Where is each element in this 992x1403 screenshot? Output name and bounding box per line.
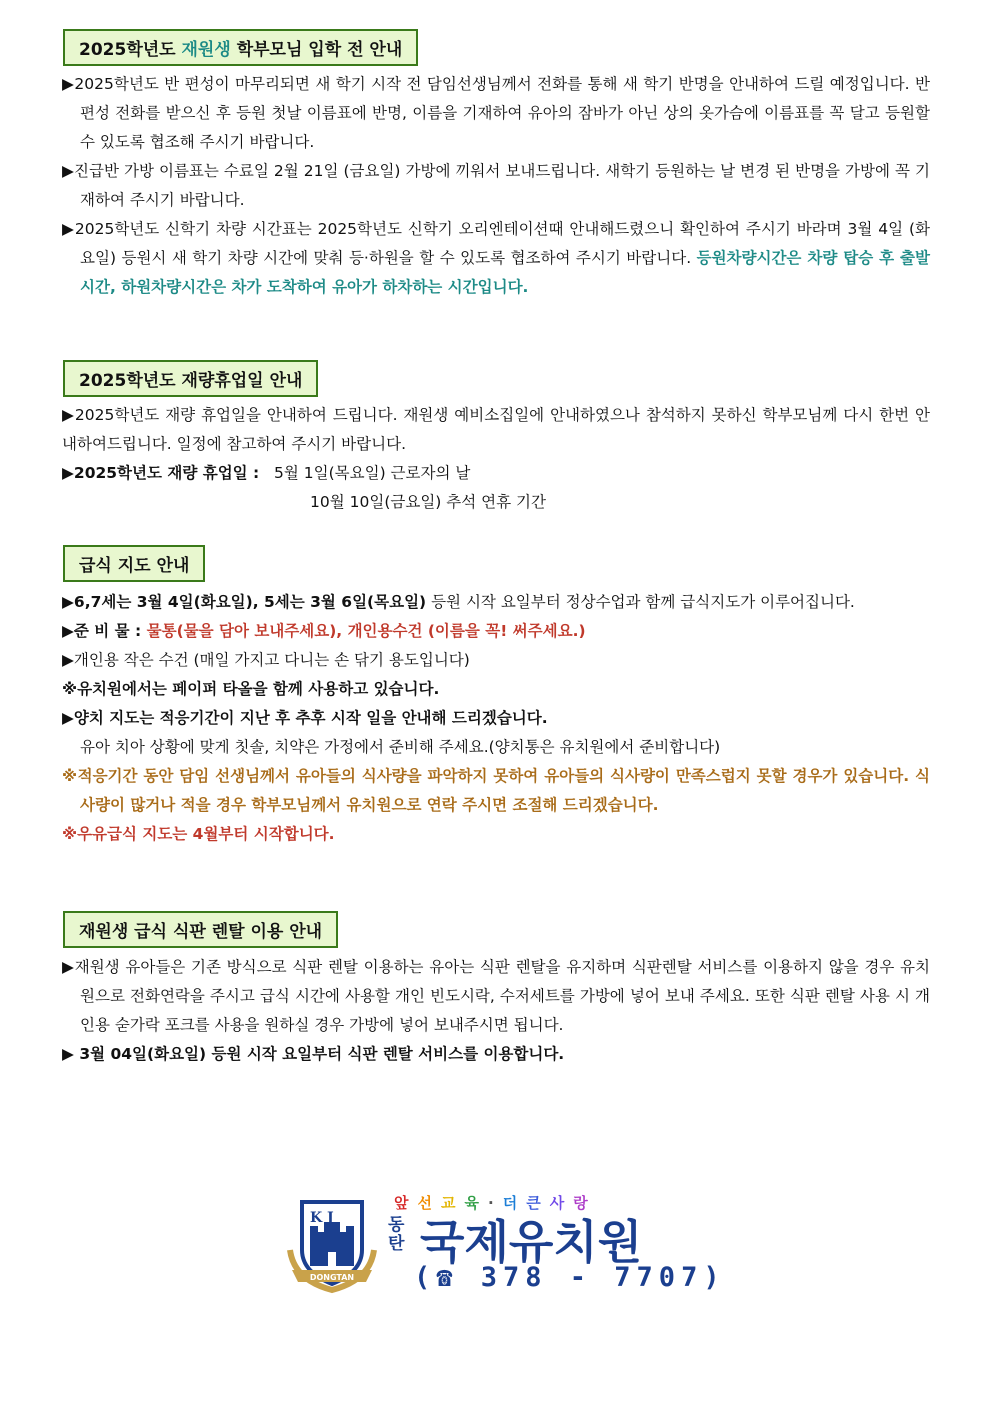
title-text: 학부모님 입학 전 안내 [230, 40, 403, 60]
paragraph-supplies [62, 617, 930, 646]
supplies-label: ▶준 비 물 : [62, 622, 147, 640]
paragraph-brushing: ▶양치 지도는 적응기간이 지난 후 추후 시작 일을 안내해 드리겠습니다. [62, 709, 548, 727]
bus-schedule-text: ▶2025학년도 신학기 차량 시간표는 2025학년도 신학기 오리엔테이션때 안내해드렸으니 확인하여 주시기 바라며 3월 4일 (화요일) 등원시 새 학기 차량 시간에 맞춰 등·하원을 할 수 있도록 협조하여 주시기 바랍니다. [62, 220, 930, 267]
slogan-char: 육 [464, 1194, 488, 1212]
emblem-icon [280, 1192, 384, 1296]
title-text: 2025학년도 재량휴업일 안내 [79, 371, 303, 391]
section-title-returning-students [63, 29, 418, 66]
slogan-char: 사 [549, 1194, 574, 1212]
section-title-tray-rental [63, 911, 338, 948]
section-title-meal-guidance [63, 545, 205, 582]
holiday-october: 10월 10일(금요일) 추석 연휴 기간 [310, 493, 546, 511]
meal-start-text: 등원 시작 요일부터 정상수업과 함께 급식지도가 이루어집니다. [426, 593, 855, 611]
section3-body [62, 588, 930, 849]
paragraph-meal-start [62, 588, 930, 617]
supplies-items: 물통(물을 담아 보내주세요), 개인용수건 (이름을 꼭! 써주세요.) [146, 622, 586, 640]
meal-start-dates: ▶6,7세는 3월 4일(화요일), 5세는 3월 6일(목요일) [62, 593, 427, 611]
bus-schedule-highlight: 등원차량시간은 차량 탑승 후 출발시간, 하원차량시간은 차가 도착하여 유아가 하차하는 시간입니다. [80, 249, 930, 296]
title-text: 급식 지도 안내 [79, 556, 190, 576]
title-highlight: 재원생 [181, 40, 231, 60]
paragraph-paper-towel-note: ※유치원에서는 페이퍼 타올을 함께 사용하고 있습니다. [62, 680, 440, 698]
paragraph-bus-schedule [62, 215, 930, 302]
emblem-kj: K J [310, 1210, 334, 1226]
section4-body [62, 953, 930, 1069]
holiday-may: 5월 1일(목요일) 근로자의 날 [274, 464, 471, 482]
section1-body [62, 70, 930, 302]
paragraph-meal-amount-note: ※적응기간 동안 담임 선생님께서 유아들의 식사량을 파악하지 못하여 유아들의 식사량이 만족스럽지 못할 경우가 있습니다. 식사량이 많거나 적을 경우 학부모님께서 유치원으로 연락 주시면 조절해 드리겠습니다. [62, 767, 930, 814]
holiday-label: ▶2025학년도 재량 휴업일 : [62, 464, 260, 482]
holiday-line-1 [62, 459, 930, 488]
paragraph-small-towel: ▶개인용 작은 수건 (매일 가지고 다니는 손 닦기 용도입니다) [62, 651, 470, 669]
slogan-char: 큰 [526, 1194, 550, 1212]
phone-number: (☎ 378 - 7707) [414, 1262, 726, 1293]
slogan-char: 더 [502, 1194, 527, 1212]
kindergarten-name: 국제유치원 [420, 1215, 643, 1269]
paragraph-class-assignment: ▶2025학년도 반 편성이 마무리되면 새 학기 시작 전 담임선생님께서 전화를 통해 새 학기 반명을 안내하여 드릴 예정입니다. 반 편성 전화를 받으신 후 등원 첫날 이름표에 반명, 이름을 기재하여 유아의 잠바가 아닌 상의 옷가슴에 이름표를 꼭 달고 등원할 수 있도록 협조해 주시기 바랍니다. [62, 75, 930, 151]
title-text: 재원생 급식 식판 렌탈 이용 안내 [79, 922, 323, 942]
paragraph-bag-nametag: ▶진급반 가방 이름표는 수료일 2월 21일 (금요일) 가방에 끼워서 보내드립니다. 새학기 등원하는 날 변경 된 반명을 가방에 꼭 기재하여 주시기 바랍니다. [62, 162, 930, 209]
slogan-char: 선 [417, 1194, 441, 1212]
paragraph-toothbrush-prep: 유아 치아 상황에 맞게 칫솔, 치약은 가정에서 준비해 주세요.(양치통은 유치원에서 준비합니다) [80, 738, 721, 756]
dongtan-label: 동탄 [388, 1215, 405, 1254]
paragraph-tray-rental: ▶재원생 유아들은 기존 방식으로 식판 렌탈 이용하는 유아는 식판 렌탈을 유지하며 식판렌탈 서비스를 이용하지 않을 경우 유치원으로 전화연락을 주시고 급식 시간에 사용할 개인 빈도시락, 수저세트를 가방에 넣어 보내 주세요. 또한 식판 렌탈 사용 시 개인용 숟가락 포크를 사용을 원하실 경우 가방에 넣어 보내주시면 됩니다. [62, 958, 930, 1034]
slogan-char: · [488, 1194, 503, 1212]
paragraph-holiday-intro: ▶2025학년도 재량 휴업일을 안내하여 드립니다. 재원생 예비소집일에 안내하였으나 참석하지 못하신 학부모님께 다시 한번 안내하여드립니다. 일정에 참고하여 주시기 바랍니다. [62, 406, 930, 453]
slogan-char: 랑 [573, 1194, 597, 1212]
section-title-discretionary-holidays [63, 360, 318, 397]
section2-body [62, 401, 930, 517]
slogan-char: 교 [441, 1194, 465, 1212]
title-text: 2025학년도 [79, 40, 182, 60]
emblem-ribbon: DONGTAN [309, 1273, 355, 1282]
kindergarten-logo [280, 1188, 726, 1298]
paragraph-milk-note: ※우유급식 지도는 4월부터 시작합니다. [62, 825, 335, 843]
slogan-char: 앞 [394, 1194, 418, 1212]
paragraph-tray-start: ▶ 3월 04일(화요일) 등원 시작 요일부터 식판 렌탈 서비스를 이용합니다. [62, 1045, 565, 1063]
